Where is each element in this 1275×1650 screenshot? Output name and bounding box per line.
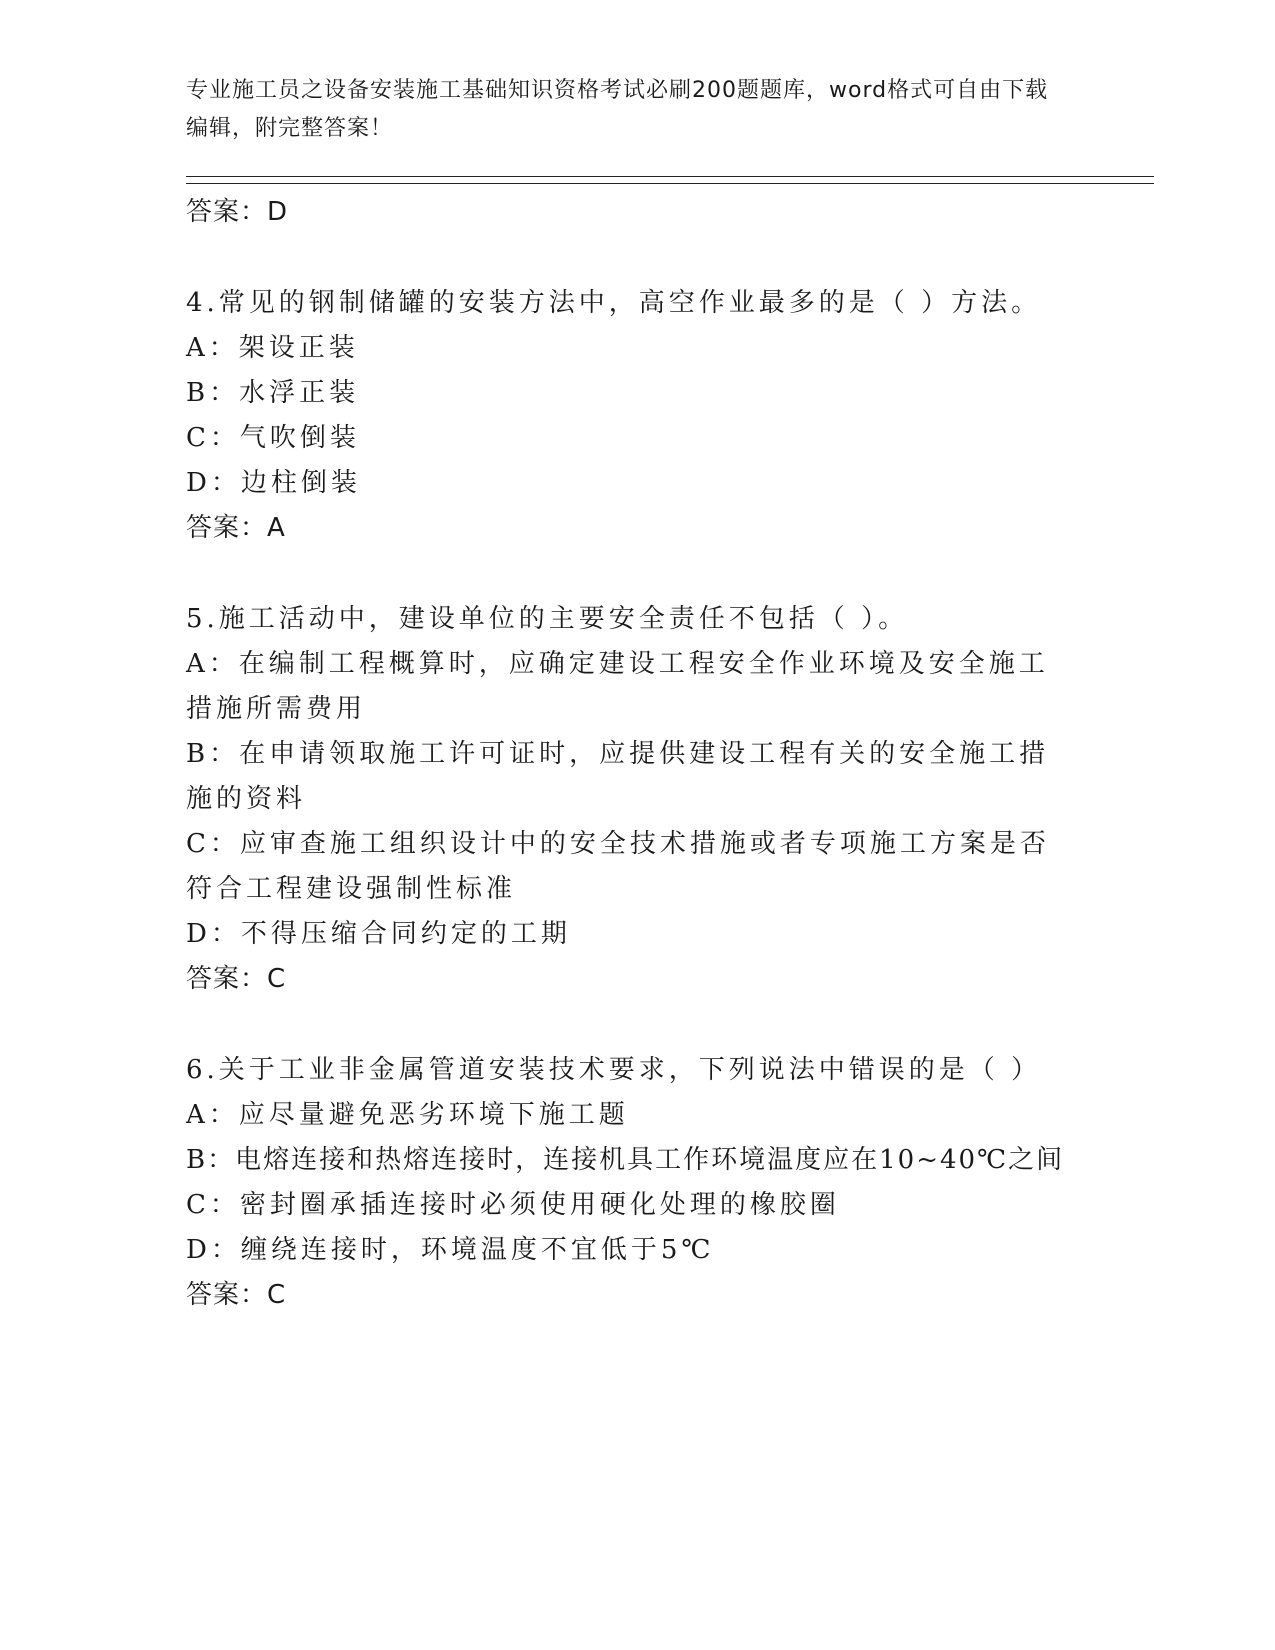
option-b: B：在申请领取施工许可证时，应提供建设工程有关的安全施工措施的资料 — [186, 739, 1050, 814]
question-item — [186, 281, 1076, 551]
question-stem: 6.关于工业非金属管道安装技术要求，下列说法中错误的是（ ） — [186, 1055, 1042, 1085]
question-stem: 5.施工活动中，建设单位的主要安全责任不包括（ ）。 — [186, 604, 909, 634]
option-c: C：气吹倒装 — [186, 423, 360, 453]
question-item — [186, 597, 1076, 1002]
option-b: B：水浮正装 — [186, 378, 360, 408]
answer-line: 答案：C — [186, 964, 287, 994]
header-divider-bottom — [186, 183, 1154, 184]
question-list — [186, 190, 1076, 1318]
option-d: D：缠绕连接时，环境温度不宜低于5℃ — [186, 1235, 715, 1265]
question-stem: 4.常见的钢制储罐的安装方法中，高空作业最多的是（ ）方法。 — [186, 288, 1042, 318]
option-c: C：密封圈承插连接时必须使用硬化处理的橡胶圈 — [186, 1190, 840, 1220]
option-a: A：在编制工程概算时，应确定建设工程安全作业环境及安全施工措施所需费用 — [186, 649, 1049, 724]
question-item — [186, 1048, 1076, 1318]
option-d: D：不得压缩合同约定的工期 — [186, 919, 571, 949]
answer-line: 答案：D — [186, 197, 289, 227]
document-header: 专业施工员之设备安装施工基础知识资格考试必刷200题题库，word格式可自由下载编辑，附完整答案！ — [186, 78, 1049, 141]
header-divider-top — [186, 176, 1154, 177]
option-d: D：边柱倒装 — [186, 468, 361, 498]
option-a: A：架设正装 — [186, 333, 359, 363]
answer-line: 答案：C — [186, 1280, 287, 1310]
option-c: C：应审查施工组织设计中的安全技术措施或者专项施工方案是否符合工程建设强制性标准 — [186, 829, 1050, 904]
option-b: B：电熔连接和热熔连接时，连接机具工作环境温度应在10~40℃之间 — [186, 1145, 1065, 1175]
answer-line: 答案：A — [186, 513, 286, 543]
option-a: A：应尽量避免恶劣环境下施工题 — [186, 1100, 629, 1130]
